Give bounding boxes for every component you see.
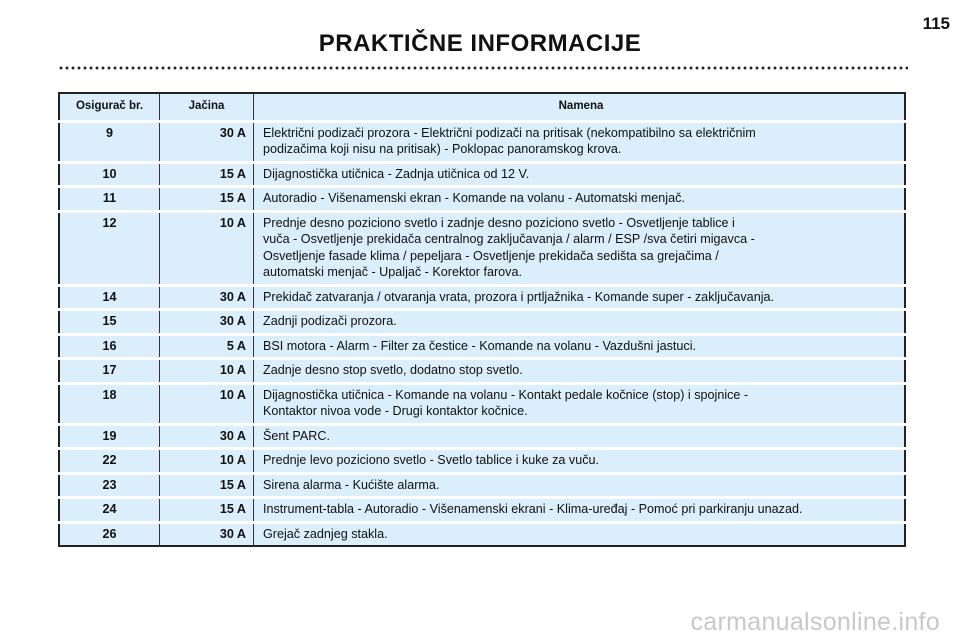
purpose-line: BSI motora - Alarm - Filter za čestice - Komande na volanu - Vazdušni jastuci. <box>263 338 697 353</box>
purpose-line: Šent PARC. <box>263 428 330 443</box>
fuse-number-cell: 12 <box>59 211 160 285</box>
fuse-number-cell: 16 <box>59 334 160 359</box>
amperage-cell: 15 A <box>160 187 254 212</box>
table-row <box>59 285 905 310</box>
purpose-line: Prednje desno poziciono svetlo i zadnje desno poziciono svetlo - Osvetljenje tablice i <box>263 215 735 230</box>
purpose-line: Zadnji podizači prozora. <box>263 314 397 328</box>
purpose-cell <box>254 211 906 285</box>
purpose-line: podizačima koji nisu na pritisak) - Poklopac panoramskog krova. <box>263 142 622 156</box>
purpose-cell <box>254 285 906 310</box>
purpose-line: Električni podizači prozora - Električni podizači na pritisak (nekompatibilno sa električnim <box>263 125 756 140</box>
header-amperage: Jačina <box>160 93 254 121</box>
purpose-line: Prednje levo poziciono svetlo - Svetlo tablice i kuke za vuču. <box>263 453 600 467</box>
table-row <box>59 359 905 384</box>
table-row <box>59 424 905 449</box>
table-row <box>59 449 905 474</box>
purpose-cell <box>254 162 906 187</box>
purpose-line: Kontaktor nivoa vode - Drugi kontaktor kočnice. <box>263 404 528 418</box>
purpose-line: Instrument-tabla - Autoradio - Višenamenski ekrani - Klima-uređaj - Pomoć pri parkiranju unazad. <box>263 502 803 516</box>
amperage-cell: 15 A <box>160 162 254 187</box>
purpose-line: Sirena alarma - Kućište alarma. <box>263 477 440 492</box>
fuse-number-cell: 15 <box>59 310 160 335</box>
table-row <box>59 310 905 335</box>
purpose-line: Dijagnostička utičnica - Zadnja utičnica od 12 V. <box>263 166 530 181</box>
amperage-cell: 15 A <box>160 473 254 498</box>
purpose-cell <box>254 359 906 384</box>
page-title: PRAKTIČNE INFORMACIJE <box>318 30 642 57</box>
amperage-cell: 10 A <box>160 211 254 285</box>
fuse-number-cell: 26 <box>59 522 160 546</box>
purpose-cell <box>254 424 906 449</box>
fuse-number-cell: 14 <box>59 285 160 310</box>
purpose-line: vuča - Osvetljenje prekidača centralnog zaključavanja / alarm / ESP /sva četiri migavca - <box>263 232 755 246</box>
purpose-line: Prekidač zatvaranja / otvaranja vrata, prozora i prtljažnika - Komande super - zaključavanja. <box>263 289 774 304</box>
fuse-number-cell: 22 <box>59 449 160 474</box>
amperage-cell: 10 A <box>160 383 254 424</box>
dotted-divider <box>58 66 908 70</box>
table-row <box>59 383 905 424</box>
purpose-cell <box>254 121 906 162</box>
fuse-number-cell: 23 <box>59 473 160 498</box>
purpose-cell <box>254 187 906 212</box>
purpose-cell <box>254 473 906 498</box>
purpose-line: Osvetljenje fasade klima / pepeljara - Osvetljenje prekidača sedišta sa grejačima / <box>263 248 719 263</box>
table-row <box>59 211 905 285</box>
table-row <box>59 334 905 359</box>
amperage-cell: 30 A <box>160 121 254 162</box>
purpose-line: Autoradio - Višenamenski ekran - Komande na volanu - Automatski menjač. <box>263 191 685 205</box>
amperage-cell: 30 A <box>160 424 254 449</box>
fuse-number-cell: 19 <box>59 424 160 449</box>
table-row <box>59 121 905 162</box>
purpose-cell <box>254 522 906 546</box>
amperage-cell: 15 A <box>160 498 254 523</box>
amperage-cell: 5 A <box>160 334 254 359</box>
purpose-cell <box>254 383 906 424</box>
fuse-number-cell: 10 <box>59 162 160 187</box>
fuse-number-cell: 24 <box>59 498 160 523</box>
purpose-line: automatski menjač - Upaljač - Korektor farova. <box>263 265 522 279</box>
amperage-cell: 10 A <box>160 359 254 384</box>
fuse-number-cell: 11 <box>59 187 160 212</box>
purpose-line: Dijagnostička utičnica - Komande na volanu - Kontakt pedale kočnice (stop) i spojnice - <box>263 387 749 402</box>
amperage-cell: 30 A <box>160 522 254 546</box>
fuse-rows <box>59 121 905 546</box>
purpose-line: Zadnje desno stop svetlo, dodatno stop svetlo. <box>263 363 523 377</box>
fuse-number-cell: 9 <box>59 121 160 162</box>
amperage-cell: 30 A <box>160 285 254 310</box>
purpose-cell <box>254 334 906 359</box>
table-row <box>59 498 905 523</box>
purpose-cell <box>254 498 906 523</box>
amperage-cell: 10 A <box>160 449 254 474</box>
table-header-row <box>59 93 905 121</box>
table-row <box>59 187 905 212</box>
table-row <box>59 162 905 187</box>
table-row <box>59 473 905 498</box>
fuse-table <box>58 92 906 547</box>
purpose-line: Grejač zadnjeg stakla. <box>263 526 388 541</box>
header-purpose: Namena <box>254 93 906 121</box>
fuse-number-cell: 17 <box>59 359 160 384</box>
fuse-number-cell: 18 <box>59 383 160 424</box>
watermark: carmanualsonline.info <box>690 608 940 636</box>
table-row <box>59 522 905 546</box>
purpose-cell <box>254 310 906 335</box>
amperage-cell: 30 A <box>160 310 254 335</box>
purpose-cell <box>254 449 906 474</box>
header-fuse-no: Osigurač br. <box>59 93 160 121</box>
page-number: 115 <box>922 14 950 33</box>
